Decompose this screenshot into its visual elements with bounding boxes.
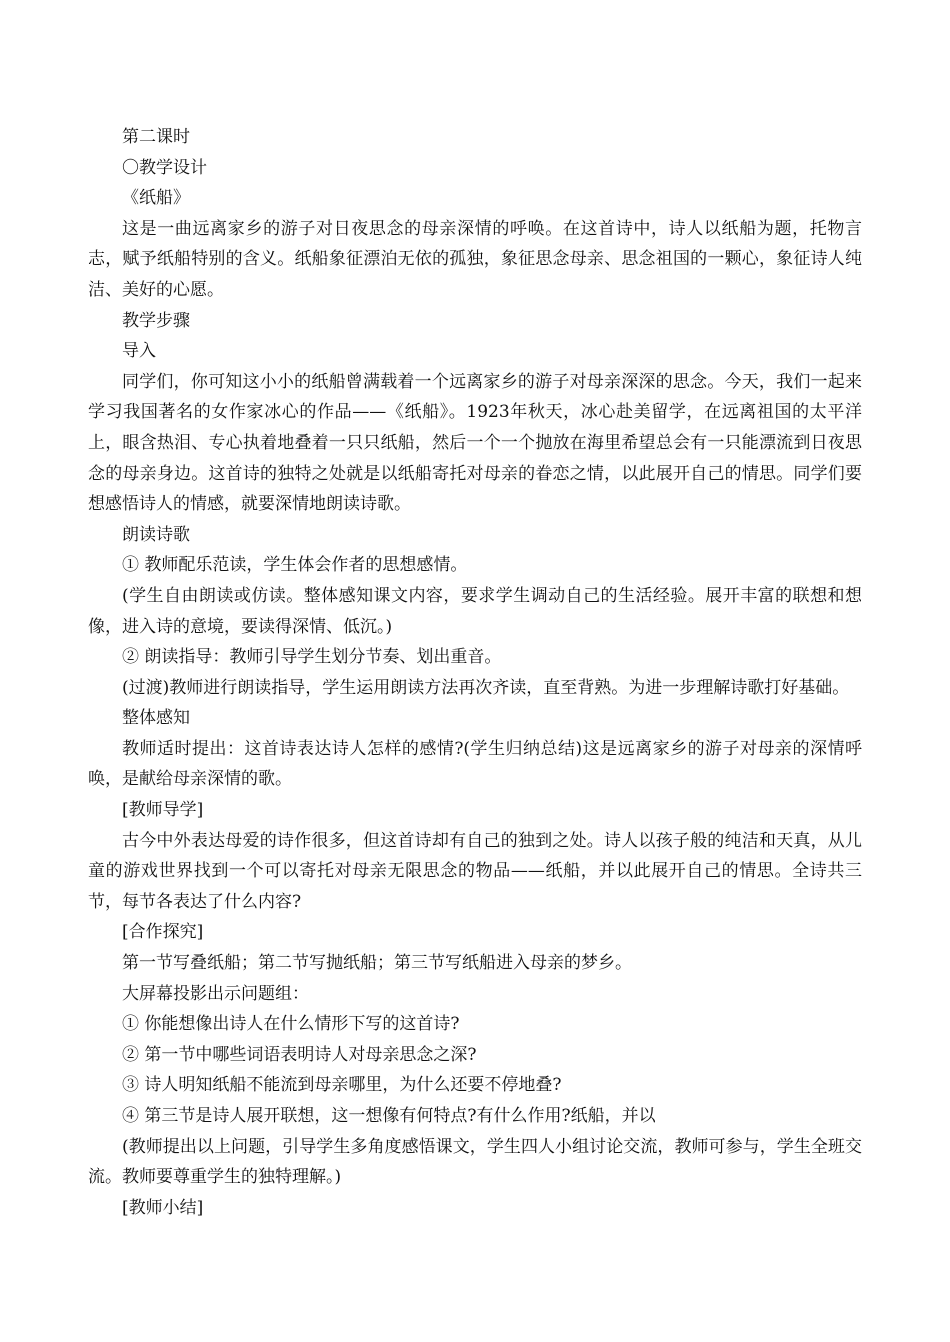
paragraph: 大屏幕投影出示问题组： <box>122 983 309 1004</box>
paragraph: (教师提出以上问题，引导学生多角度感悟课文，学生四人小组讨论交流，教师可参与，学生全班交流。教师要尊重学生的独特理解。) <box>88 1136 862 1188</box>
list-item: ② 朗读指导：教师引导学生划分节奏、划出重音。 <box>122 647 502 668</box>
list-item: ① 教师配乐范读，学生体会作者的思想感情。 <box>122 555 468 576</box>
section-heading: 导入 <box>122 341 156 362</box>
section-heading: [教师小结] <box>122 1197 204 1218</box>
paragraph: (学生自由朗读或仿读。整体感知课文内容，要求学生调动自己的生活经验。展开丰富的联想和想像，进入诗的意境，要读得深情、低沉。) <box>88 585 862 637</box>
section-heading: [合作探究] <box>122 922 204 943</box>
question-item: ② 第一节中哪些词语表明诗人对母亲思念之深? <box>122 1044 477 1065</box>
section-heading: 整体感知 <box>122 708 190 729</box>
paragraph: 这是一曲远离家乡的游子对日夜思念的母亲深情的呼唤。在这首诗中，诗人以纸船为题，托物言志，赋予纸船特别的含义。纸船象征漂泊无依的孤独，象征思念母亲、思念祖国的一颗心，象征诗人纯洁、美好的心愿。 <box>88 218 862 300</box>
paragraph: (过渡)教师进行朗读指导，学生运用朗读方法再次齐读，直至背熟。为进一步理解诗歌打好基础。 <box>122 677 850 698</box>
section-heading: [教师导学] <box>122 800 204 821</box>
poem-title: 《纸船》 <box>122 188 190 209</box>
question-item: ④ 第三节是诗人展开联想，这一想像有何特点?有什么作用?纸船，并以 <box>122 1106 656 1126</box>
paragraph: 第一节写叠纸船；第二节写抛纸船；第三节写纸船进入母亲的梦乡。 <box>122 953 632 974</box>
section-heading: 朗读诗歌 <box>122 524 190 545</box>
section-heading: 〇教学设计 <box>122 157 207 178</box>
paragraph: 教师适时提出：这首诗表达诗人怎样的感情?(学生归纳总结)这是远离家乡的游子对母亲的深情呼唤，是献给母亲深情的歌。 <box>88 738 862 790</box>
question-item: ① 你能想像出诗人在什么情形下写的这首诗? <box>122 1014 460 1035</box>
question-item: ③ 诗人明知纸船不能流到母亲哪里，为什么还要不停地叠? <box>122 1075 562 1096</box>
lesson-period: 第二课时 <box>122 127 190 147</box>
paragraph: 同学们，你可知这小小的纸船曾满载着一个远离家乡的游子对母亲深深的思念。今天，我们一起来学习我国著名的女作家冰心的作品——《纸船》。1923年秋天，冰心赴美留学，在远离祖国的太平洋上，眼含热泪、专心执着地叠着一只只纸船，然后一个一个抛放在海里希望总会有一只能漂流到日夜思念的母亲身边。这首诗的独特之处就是以纸船寄托对母亲的眷恋之情，以此展开自己的情思。同学们要想感悟诗人的情感，就要深情地朗读诗歌。 <box>88 371 862 515</box>
section-heading: 教学步骤 <box>122 310 190 331</box>
paragraph: 古今中外表达母爱的诗作很多，但这首诗却有自己的独到之处。诗人以孩子般的纯洁和天真，从儿童的游戏世界找到一个可以寄托对母亲无限思念的物品——纸船，并以此展开自己的情思。全诗共三节，每节各表达了什么内容? <box>88 830 862 912</box>
